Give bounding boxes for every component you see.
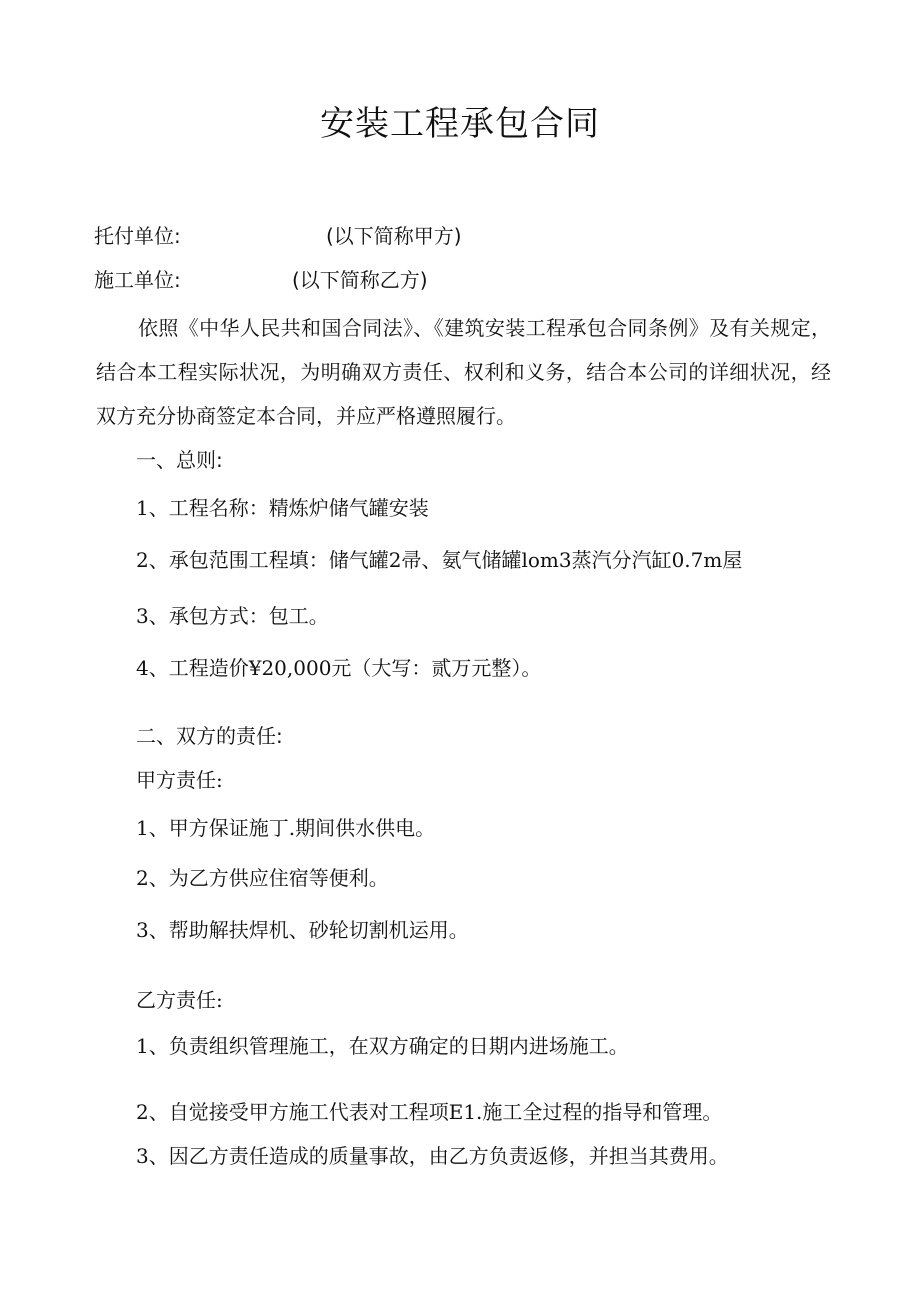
contractor-label: 施工单位: xyxy=(94,268,181,292)
party-b-item: 2、自觉接受甲方施工代表对工程项E1.施工全过程的指导和管理。 xyxy=(136,1100,723,1124)
party-b-item: 1、负责组织管理施工，在双方确定的日期内进场施工。 xyxy=(136,1034,629,1058)
section-1-item: 1、工程名称：精炼炉储气罐安装 xyxy=(136,496,429,520)
party-b-item: 3、因乙方责任造成的质量事故，由乙方负责返修，并担当其费用。 xyxy=(136,1144,729,1168)
party-b-label: 乙方责任: xyxy=(136,988,223,1012)
section-1-item: 2、承包范围工程填：储气罐2帚、氨气储罐lom3蒸汽分汽缸0.7m屋 xyxy=(136,548,743,572)
section-1-heading: 一、总则: xyxy=(136,448,223,472)
party-a-item: 2、为乙方供应住宿等便利。 xyxy=(136,866,389,890)
client-label: 托付单位: xyxy=(94,224,181,248)
party-a-item: 1、甲方保证施丁.期间供水供电。 xyxy=(136,816,436,840)
document-title: 安装工程承包合同 xyxy=(320,104,600,144)
party-a-label: 甲方责任: xyxy=(136,768,223,792)
section-1-item: 3、承包方式：包工。 xyxy=(136,604,329,628)
contractor-note: (以下简称乙方) xyxy=(292,268,428,292)
client-note: (以下简称甲方) xyxy=(326,224,462,248)
intro-paragraph: 依照《中华人民共和国合同法》、《建筑安装工程承包合同条例》及有关规定，结合本工程实际状况，为明确双方责任、权利和义务，结合本公司的详细状况，经双方充分协商签定本合同，并应严格遵照履行。 xyxy=(96,316,831,428)
party-a-item: 3、帮助解扶焊机、砂轮切割机运用。 xyxy=(136,918,469,942)
section-2-heading: 二、双方的责任: xyxy=(136,724,283,748)
section-1-item: 4、工程造价¥20,000元（大写：贰万元整）。 xyxy=(136,656,542,680)
